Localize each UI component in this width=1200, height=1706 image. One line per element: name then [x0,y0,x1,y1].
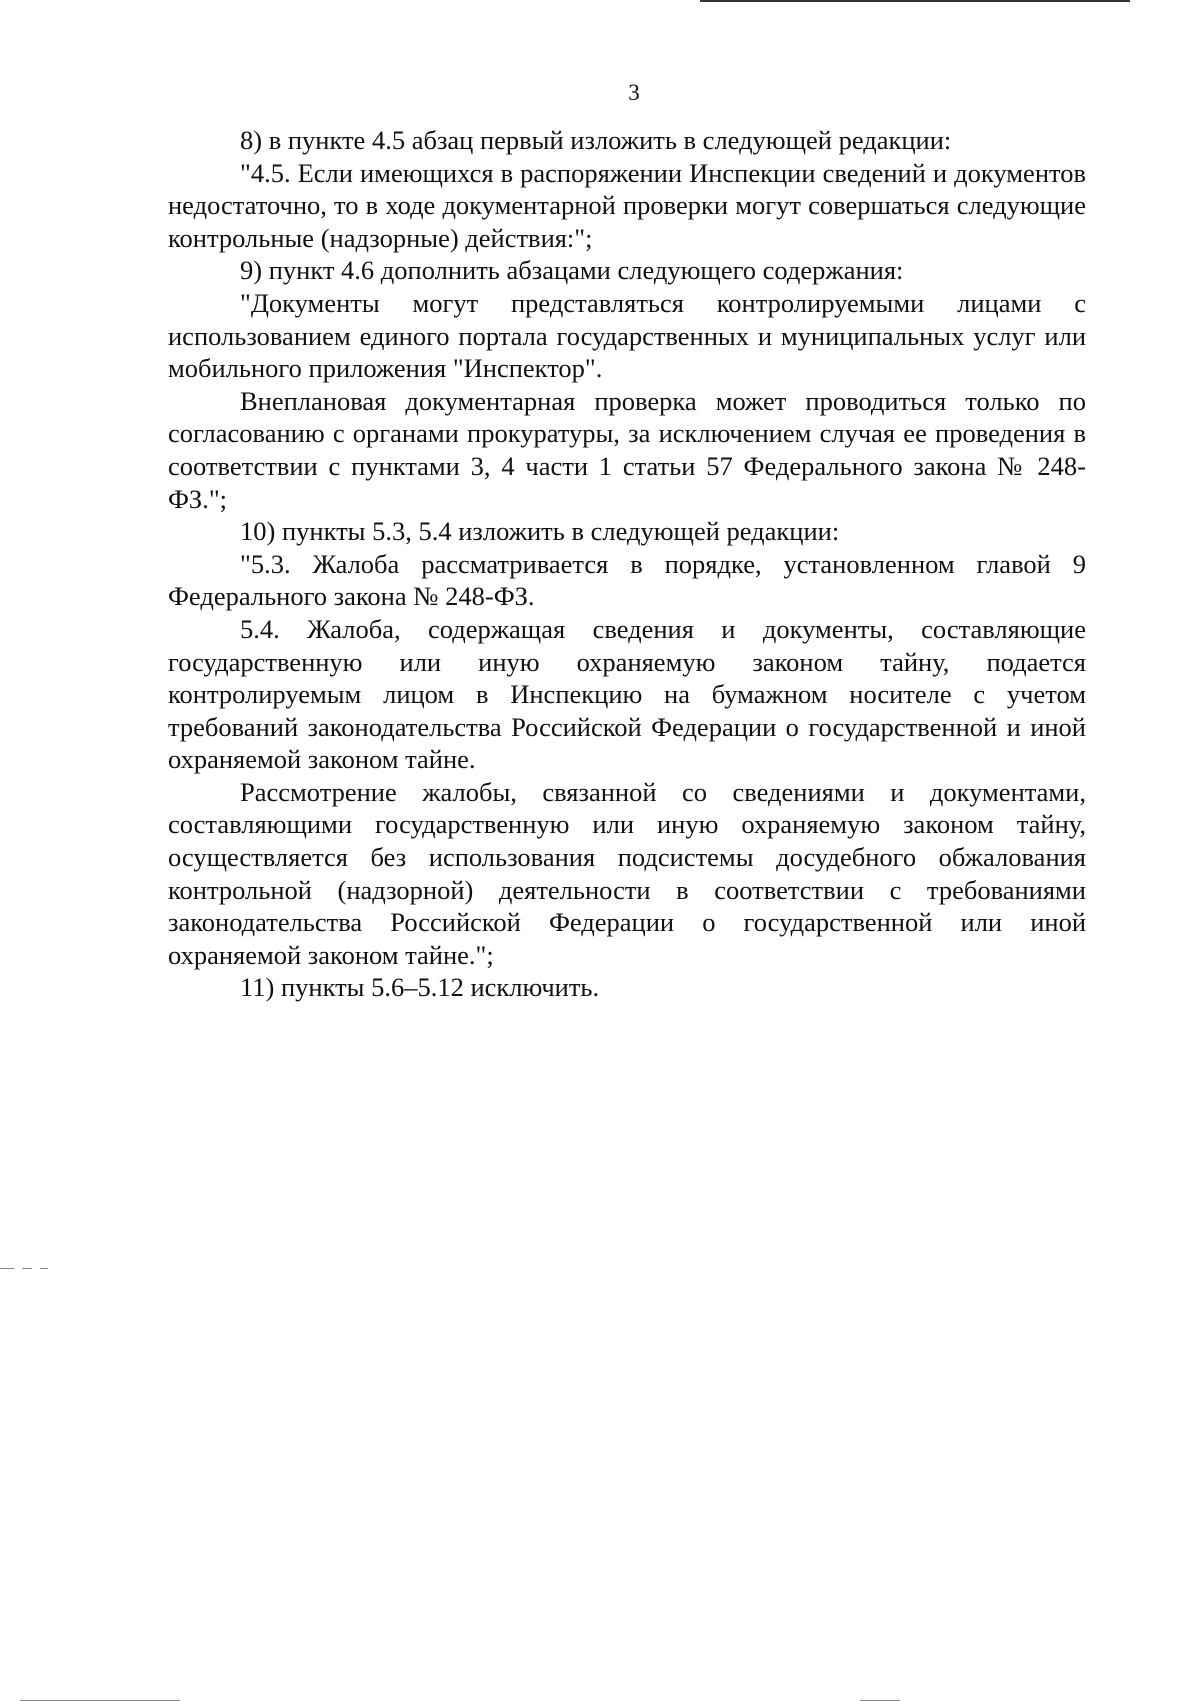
paragraph-item-10: 10) пункты 5.3, 5.4 изложить в следующей редакции: [240,516,840,547]
document-body [168,124,1086,1004]
scan-top-edge-line [700,0,1130,2]
scan-artifact [40,1268,48,1269]
paragraph-complaint-review: Рассмотрение жалобы, связанной со сведениями и документами, составляющими государственную или иную охраняемую законом тайну, осуществляется без использования подсистемы досудебного обжалования контрольной (надзорной) деятельности в соответствии с требованиями законодательства Российской Федерации о государственной или иной охраняемой законом тайне."; [168,776,1086,970]
page-number: 3 [628,80,640,105]
paragraph-quote-5-3: "5.3. Жалоба рассматривается в порядке, установленном главой 9 Федерального закона № 248-ФЗ. [168,548,1086,612]
paragraph-item-8: 8) в пункте 4.5 абзац первый изложить в следующей редакции: [240,125,952,155]
scan-artifact [860,1700,900,1701]
paragraph-item-11: 11) пункты 5.6–5.12 исключить. [240,972,600,1003]
scan-artifact [20,1700,180,1701]
paragraph-quote-4-5: "4.5. Если имеющихся в распоряжении Инспекции сведений и документов недостаточно, то в ходе документарной проверки могут совершаться следующие контрольные (надзорные) действия:"; [168,157,1086,253]
paragraph-5-4: 5.4. Жалоба, содержащая сведения и документы, составляющие государственную или иную охраняемую законом тайну, подается контролируемым лицом в Инспекцию на бумажном носителе с учетом требований законодательства Российской Федерации о государственной и иной охраняемой законом тайне. [168,613,1086,775]
scan-artifact [0,1268,14,1269]
paragraph-unscheduled-check: Внеплановая документарная проверка может проводиться только по согласованию с органами прокуратуры, за исключением случая ее проведения в соответствии с пунктами 3, 4 части 1 статьи 57 Федерального закона № 248-ФЗ."; [168,385,1086,514]
paragraph-item-9: 9) пункт 4.6 дополнить абзацами следующего содержания: [240,255,904,286]
paragraph-quote-documents: "Документы могут представляться контролируемыми лицами с использованием единого портала государственных и муниципальных услуг или мобильного приложения "Инспектор". [168,287,1086,384]
scan-artifact [22,1268,32,1269]
